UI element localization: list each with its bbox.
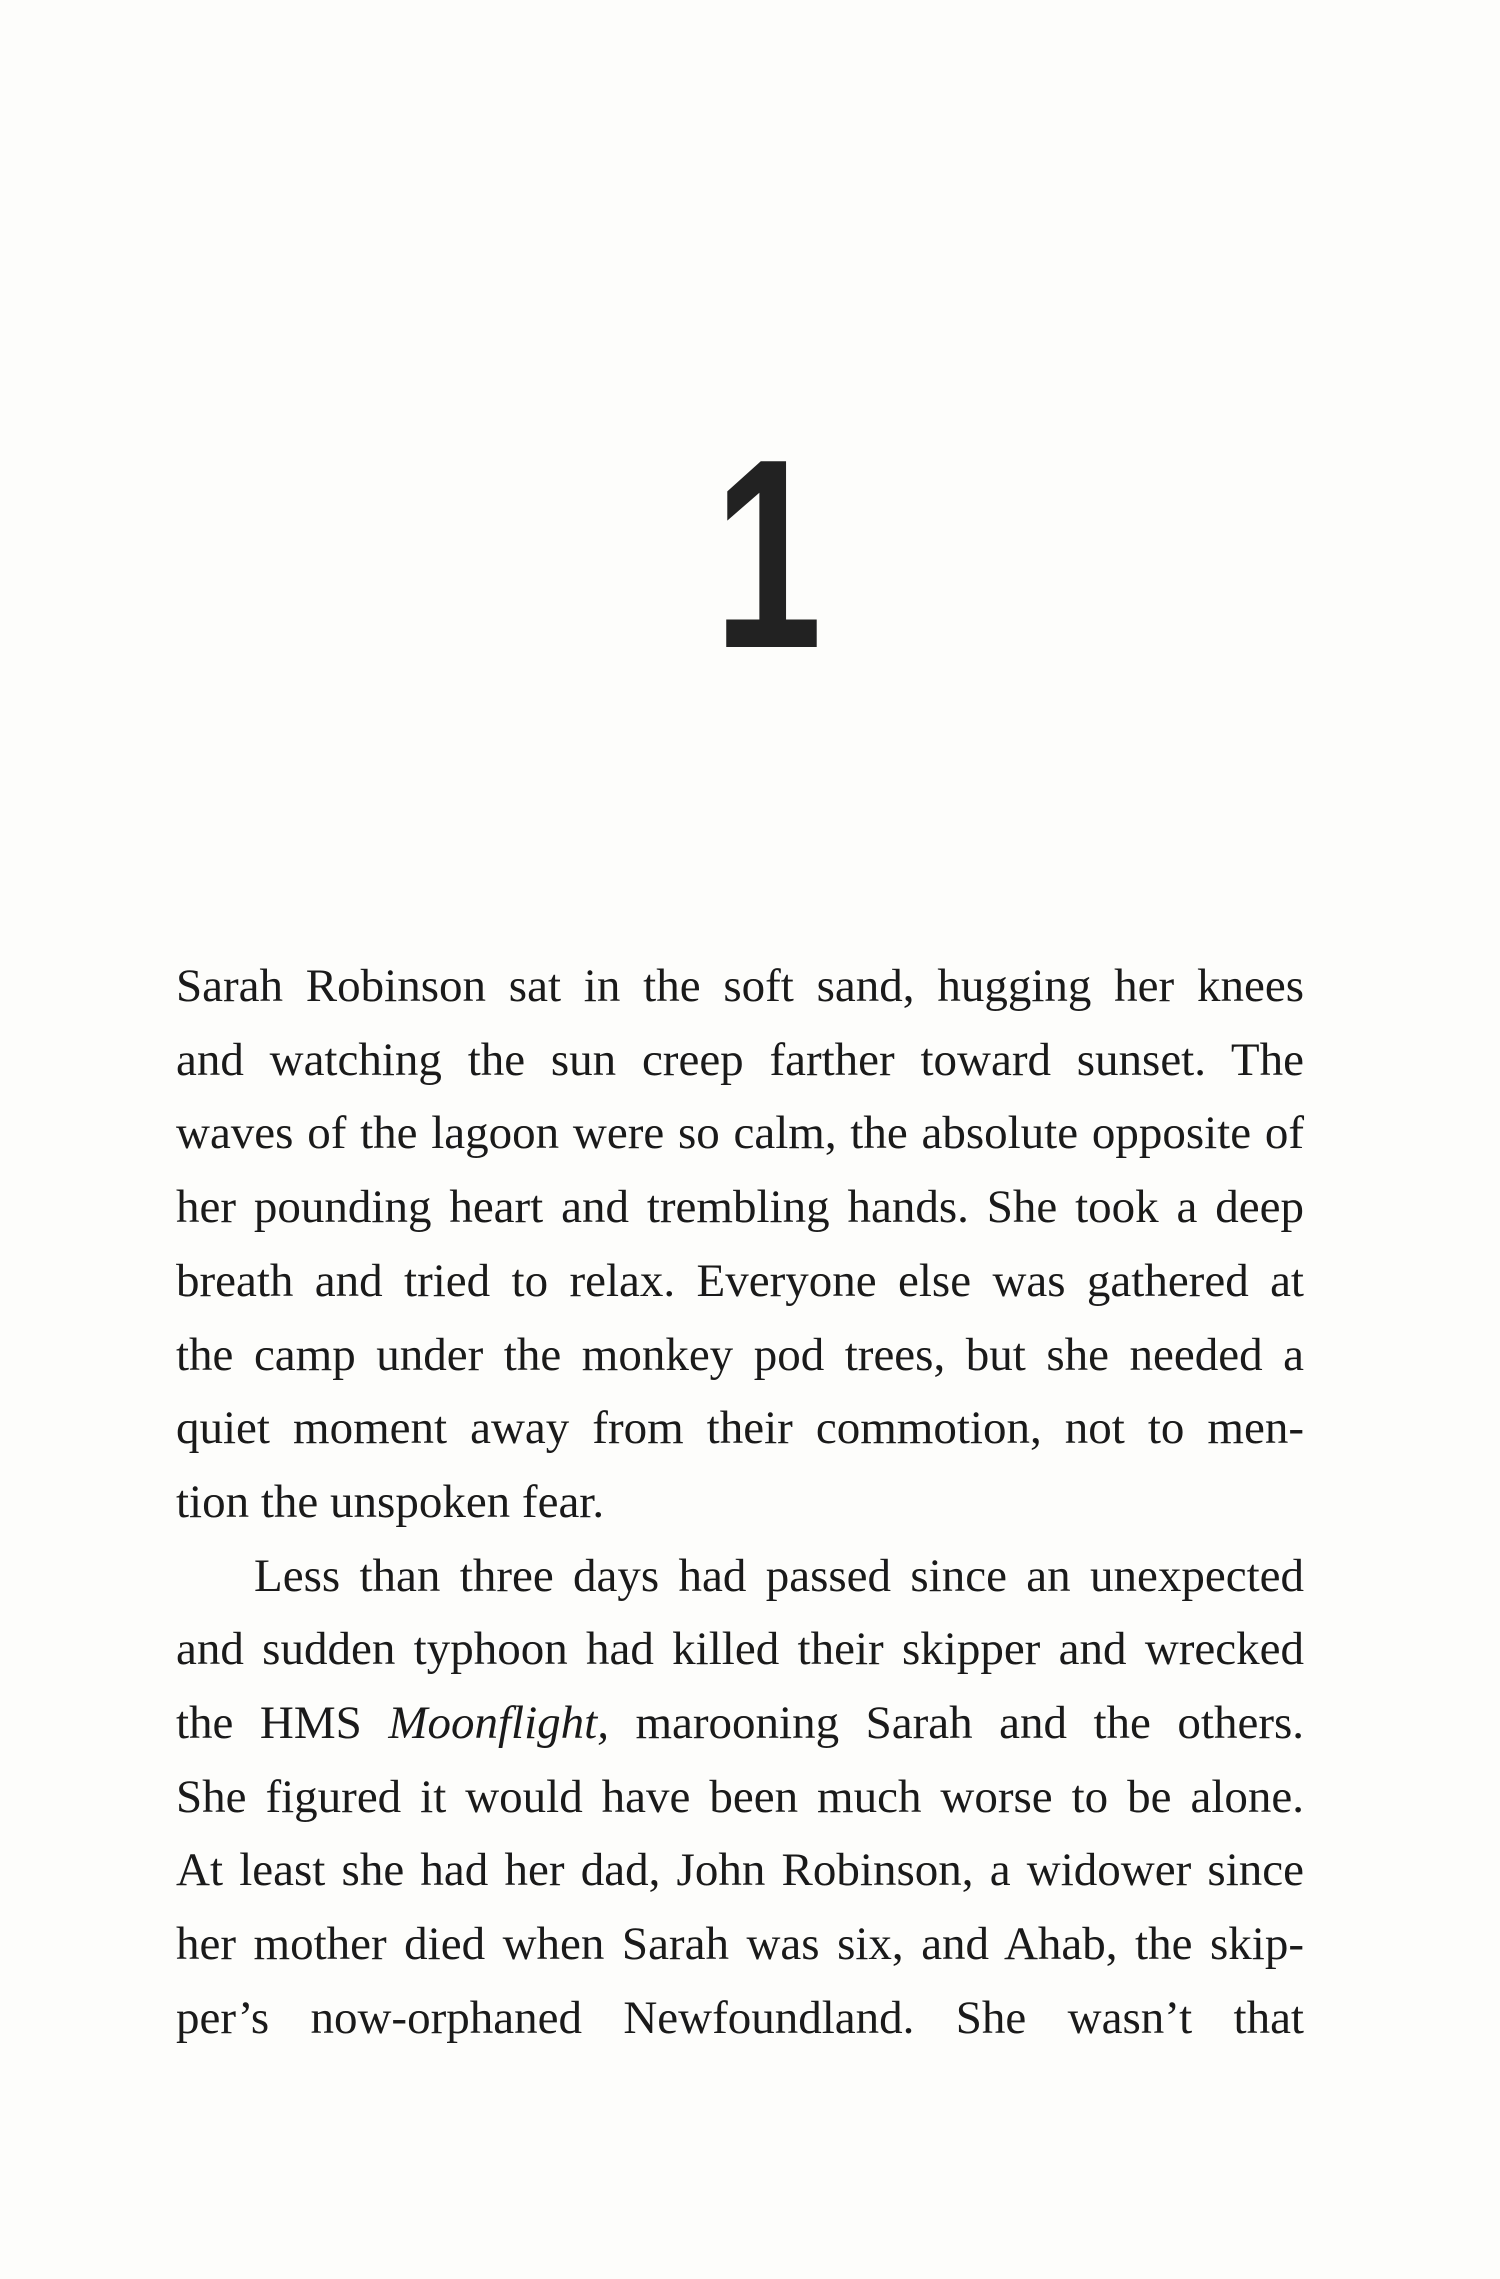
text-line: Less than three days had passed since an unexpected	[254, 1549, 1304, 1602]
text-line: her mother died when Sarah was six, and Ahab, the skip-	[176, 1918, 1304, 1971]
text-line: the camp under the monkey pod trees, but she needed a	[176, 1328, 1304, 1381]
text-line: tion the unspoken fear.	[176, 1475, 605, 1528]
chapter-number: 1	[714, 404, 823, 705]
body-text	[176, 950, 1304, 2056]
text-line: She figured it would have been much worse to be alone.	[176, 1770, 1304, 1823]
text-line: quiet moment away from their commotion, not to men-	[176, 1402, 1304, 1455]
text-line: her pounding heart and trembling hands. She took a deep	[176, 1181, 1304, 1234]
text-line: per’s now-orphaned Newfoundland. She wasn’t that	[176, 1991, 1304, 2044]
text-line: At least she had her dad, John Robinson, a widower since	[176, 1844, 1304, 1897]
text-line: waves of the lagoon were so calm, the absolute opposite of	[176, 1107, 1304, 1160]
text-line: and sudden typhoon had killed their skipper and wrecked	[176, 1623, 1304, 1676]
paragraph-2	[176, 1540, 1304, 2056]
text-line-ship	[176, 1687, 1304, 1761]
ship-name: Moonflight,	[388, 1697, 609, 1750]
ship-suffix: marooning Sarah and the others.	[635, 1697, 1305, 1750]
text-line: Sarah Robinson sat in the soft sand, hugging her knees	[176, 960, 1304, 1012]
ship-prefix: the HMS	[176, 1697, 389, 1750]
paragraph-1	[176, 950, 1304, 1540]
text-line: and watching the sun creep farther toward sunset. The	[176, 1033, 1304, 1086]
text-line: breath and tried to relax. Everyone else was gathered at	[176, 1254, 1304, 1307]
